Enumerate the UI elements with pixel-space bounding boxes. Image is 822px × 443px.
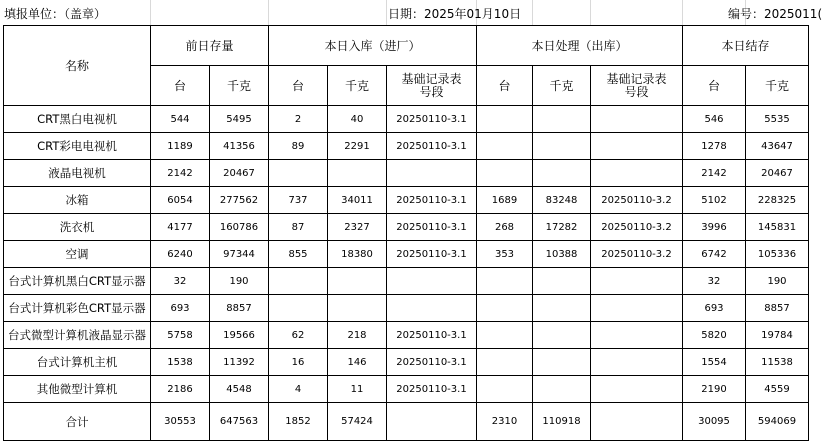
cell-out-record[interactable] — [591, 133, 683, 160]
cell-bal-kg[interactable]: 105336 — [746, 241, 809, 268]
cell-out-kg[interactable] — [533, 160, 591, 187]
col-header-processed[interactable]: 本日处理（出库） — [477, 26, 683, 66]
table-row — [4, 106, 809, 133]
table-row — [4, 295, 809, 322]
report-info-row — [0, 0, 822, 25]
cell-prev-tai[interactable]: 544 — [151, 106, 210, 133]
sub-header-kg[interactable]: 千克 — [746, 66, 809, 106]
cell-out-tai[interactable] — [477, 133, 533, 160]
cell-name[interactable]: 液晶电视机 — [4, 160, 151, 187]
cell-in-record[interactable]: 20250110-3.1 — [387, 214, 477, 241]
cell-name[interactable]: 台式计算机主机 — [4, 349, 151, 376]
sub-header-kg[interactable]: 千克 — [533, 66, 591, 106]
cell-out-kg[interactable] — [533, 295, 591, 322]
cell-out-tai[interactable] — [477, 349, 533, 376]
cell-in-record[interactable]: 20250110-3.1 — [387, 133, 477, 160]
cell-bal-tai[interactable]: 32 — [683, 268, 746, 295]
cell-bal-kg[interactable]: 4559 — [746, 376, 809, 403]
sub-header-kg[interactable]: 千克 — [328, 66, 387, 106]
inventory-table — [3, 25, 809, 441]
cell-out-kg[interactable] — [533, 106, 591, 133]
sub-header-record-text: 基础记录表号段 — [606, 71, 667, 99]
cell-name[interactable]: 台式微型计算机液晶显示器 — [4, 322, 151, 349]
cell-in-tai[interactable]: 855 — [269, 241, 328, 268]
cell-bal-tai[interactable]: 546 — [683, 106, 746, 133]
cell-prev-kg[interactable]: 277562 — [210, 187, 269, 214]
cell-name[interactable]: 台式计算机黑白CRT显示器 — [4, 268, 151, 295]
table-row — [4, 349, 809, 376]
cell-prev-kg[interactable]: 190 — [210, 268, 269, 295]
cell-bal-kg[interactable]: 43647 — [746, 133, 809, 160]
cell-in-record[interactable]: 20250110-3.1 — [387, 322, 477, 349]
cell-in-kg[interactable]: 18380 — [328, 241, 387, 268]
cell-in-kg[interactable] — [328, 160, 387, 187]
cell-prev-kg[interactable]: 20467 — [210, 160, 269, 187]
cell-in-kg[interactable]: 34011 — [328, 187, 387, 214]
cell-prev-tai[interactable]: 5758 — [151, 322, 210, 349]
cell-in-tai[interactable]: 87 — [269, 214, 328, 241]
cell-out-kg[interactable]: 10388 — [533, 241, 591, 268]
col-header-name[interactable]: 名称 — [4, 26, 151, 106]
cell-in-record[interactable]: 20250110-3.1 — [387, 376, 477, 403]
cell-name[interactable]: 台式计算机彩色CRT显示器 — [4, 295, 151, 322]
cell-out-tai[interactable]: 1689 — [477, 187, 533, 214]
cell-bal-kg[interactable]: 20467 — [746, 160, 809, 187]
cell-in-tai[interactable]: 4 — [269, 376, 328, 403]
cell-out-kg[interactable] — [533, 349, 591, 376]
cell-bal-tai[interactable]: 2190 — [683, 376, 746, 403]
cell-bal-kg[interactable]: 228325 — [746, 187, 809, 214]
col-header-balance[interactable]: 本日结存 — [683, 26, 809, 66]
cell-out-record[interactable] — [591, 403, 683, 441]
sub-header-kg[interactable]: 千克 — [210, 66, 269, 106]
total-row — [4, 403, 809, 441]
cell-out-tai[interactable]: 353 — [477, 241, 533, 268]
sub-header-tai[interactable]: 台 — [477, 66, 533, 106]
cell-in-record[interactable] — [387, 160, 477, 187]
cell-prev-tai[interactable]: 30553 — [151, 403, 210, 441]
cell-name[interactable]: 其他微型计算机 — [4, 376, 151, 403]
cell-in-record[interactable]: 20250110-3.1 — [387, 106, 477, 133]
cell-name[interactable]: 洗衣机 — [4, 214, 151, 241]
cell-in-tai[interactable] — [269, 295, 328, 322]
cell-out-record[interactable] — [591, 268, 683, 295]
sub-header-record[interactable] — [591, 66, 683, 106]
cell-out-kg[interactable] — [533, 376, 591, 403]
cell-bal-tai[interactable]: 2142 — [683, 160, 746, 187]
cell-bal-tai[interactable]: 5102 — [683, 187, 746, 214]
cell-out-kg[interactable]: 17282 — [533, 214, 591, 241]
cell-in-kg[interactable] — [328, 268, 387, 295]
cell-in-record[interactable] — [387, 403, 477, 441]
cell-out-kg[interactable] — [533, 268, 591, 295]
cell-out-record[interactable]: 20250110-3.2 — [591, 214, 683, 241]
cell-in-record[interactable]: 20250110-3.1 — [387, 187, 477, 214]
cell-in-kg[interactable]: 218 — [328, 322, 387, 349]
cell-prev-tai[interactable]: 32 — [151, 268, 210, 295]
cell-in-tai[interactable]: 2 — [269, 106, 328, 133]
cell-name[interactable]: CRT彩电电视机 — [4, 133, 151, 160]
sub-header-tai[interactable]: 台 — [151, 66, 210, 106]
cell-in-tai[interactable]: 737 — [269, 187, 328, 214]
cell-in-record[interactable]: 20250110-3.1 — [387, 349, 477, 376]
cell-in-record[interactable] — [387, 295, 477, 322]
cell-prev-kg[interactable]: 5495 — [210, 106, 269, 133]
cell-in-tai[interactable]: 62 — [269, 322, 328, 349]
cell-out-tai[interactable] — [477, 322, 533, 349]
cell-out-kg[interactable] — [533, 322, 591, 349]
cell-bal-kg[interactable]: 5535 — [746, 106, 809, 133]
cell-bal-kg[interactable]: 19784 — [746, 322, 809, 349]
cell-in-kg[interactable] — [328, 295, 387, 322]
cell-bal-kg[interactable]: 145831 — [746, 214, 809, 241]
cell-bal-kg[interactable]: 11538 — [746, 349, 809, 376]
cell-prev-kg[interactable]: 19566 — [210, 322, 269, 349]
cell-out-kg[interactable] — [533, 133, 591, 160]
cell-out-record[interactable] — [591, 160, 683, 187]
cell-out-record[interactable] — [591, 322, 683, 349]
table-row — [4, 214, 809, 241]
cell-bal-tai[interactable]: 30095 — [683, 403, 746, 441]
cell-bal-kg[interactable]: 8857 — [746, 295, 809, 322]
cell-out-record[interactable]: 20250110-3.2 — [591, 241, 683, 268]
cell-in-kg[interactable]: 2291 — [328, 133, 387, 160]
cell-in-kg[interactable]: 2327 — [328, 214, 387, 241]
cell-prev-tai[interactable]: 4177 — [151, 214, 210, 241]
cell-in-kg[interactable]: 40 — [328, 106, 387, 133]
cell-prev-tai[interactable]: 1189 — [151, 133, 210, 160]
cell-bal-kg[interactable]: 594069 — [746, 403, 809, 441]
cell-prev-tai[interactable]: 2142 — [151, 160, 210, 187]
cell-in-tai[interactable]: 1852 — [269, 403, 328, 441]
cell-in-record[interactable]: 20250110-3.1 — [387, 241, 477, 268]
cell-out-record[interactable]: 20250110-3.2 — [591, 187, 683, 214]
report-date: 日期：2025年01月10日 — [388, 7, 522, 21]
table-row — [4, 268, 809, 295]
table-row — [4, 187, 809, 214]
cell-prev-kg[interactable]: 160786 — [210, 214, 269, 241]
cell-prev-tai[interactable]: 1538 — [151, 349, 210, 376]
table-row — [4, 322, 809, 349]
cell-bal-tai[interactable]: 1554 — [683, 349, 746, 376]
table-row — [4, 133, 809, 160]
cell-in-tai[interactable] — [269, 268, 328, 295]
cell-out-record[interactable] — [591, 376, 683, 403]
cell-out-tai[interactable] — [477, 295, 533, 322]
cell-prev-kg[interactable]: 8857 — [210, 295, 269, 322]
sub-header-tai[interactable]: 台 — [269, 66, 328, 106]
cell-out-tai[interactable] — [477, 268, 533, 295]
table-row — [4, 160, 809, 187]
cell-out-tai[interactable] — [477, 106, 533, 133]
filing-unit-label: 填报单位：（盖章） — [4, 7, 107, 21]
cell-in-record[interactable] — [387, 268, 477, 295]
cell-out-record[interactable] — [591, 295, 683, 322]
cell-name[interactable]: 空调 — [4, 241, 151, 268]
table-row — [4, 241, 809, 268]
cell-out-tai[interactable]: 268 — [477, 214, 533, 241]
cell-bal-tai[interactable]: 1278 — [683, 133, 746, 160]
header-row-groups — [4, 26, 809, 66]
cell-out-record[interactable] — [591, 106, 683, 133]
cell-in-kg[interactable]: 57424 — [328, 403, 387, 441]
cell-out-record[interactable] — [591, 349, 683, 376]
cell-name[interactable]: 冰箱 — [4, 187, 151, 214]
cell-prev-kg[interactable]: 97344 — [210, 241, 269, 268]
cell-prev-tai[interactable]: 2186 — [151, 376, 210, 403]
cell-out-kg[interactable]: 83248 — [533, 187, 591, 214]
sub-header-record[interactable] — [387, 66, 477, 106]
cell-out-tai[interactable]: 2310 — [477, 403, 533, 441]
cell-in-tai[interactable] — [269, 160, 328, 187]
cell-bal-kg[interactable]: 190 — [746, 268, 809, 295]
cell-bal-tai[interactable]: 5820 — [683, 322, 746, 349]
col-header-inbound[interactable]: 本日入库（进厂） — [269, 26, 477, 66]
cell-prev-tai[interactable]: 693 — [151, 295, 210, 322]
cell-out-tai[interactable] — [477, 160, 533, 187]
table-row — [4, 376, 809, 403]
cell-in-tai[interactable]: 16 — [269, 349, 328, 376]
cell-prev-kg[interactable]: 41356 — [210, 133, 269, 160]
cell-prev-kg[interactable]: 647563 — [210, 403, 269, 441]
cell-in-kg[interactable]: 146 — [328, 349, 387, 376]
cell-in-tai[interactable]: 89 — [269, 133, 328, 160]
cell-in-kg[interactable]: 11 — [328, 376, 387, 403]
cell-prev-kg[interactable]: 11392 — [210, 349, 269, 376]
sub-header-record-text: 基础记录表号段 — [401, 71, 462, 99]
col-header-prev-stock[interactable]: 前日存量 — [151, 26, 269, 66]
cell-bal-tai[interactable]: 3996 — [683, 214, 746, 241]
report-code: 编号：2025011( — [728, 7, 822, 21]
cell-out-tai[interactable] — [477, 376, 533, 403]
cell-prev-tai[interactable]: 6240 — [151, 241, 210, 268]
cell-name[interactable]: CRT黑白电视机 — [4, 106, 151, 133]
cell-prev-kg[interactable]: 4548 — [210, 376, 269, 403]
cell-out-kg[interactable]: 110918 — [533, 403, 591, 441]
cell-bal-tai[interactable]: 693 — [683, 295, 746, 322]
sub-header-tai[interactable]: 台 — [683, 66, 746, 106]
cell-prev-tai[interactable]: 6054 — [151, 187, 210, 214]
cell-bal-tai[interactable]: 6742 — [683, 241, 746, 268]
cell-name[interactable]: 合计 — [4, 403, 151, 441]
